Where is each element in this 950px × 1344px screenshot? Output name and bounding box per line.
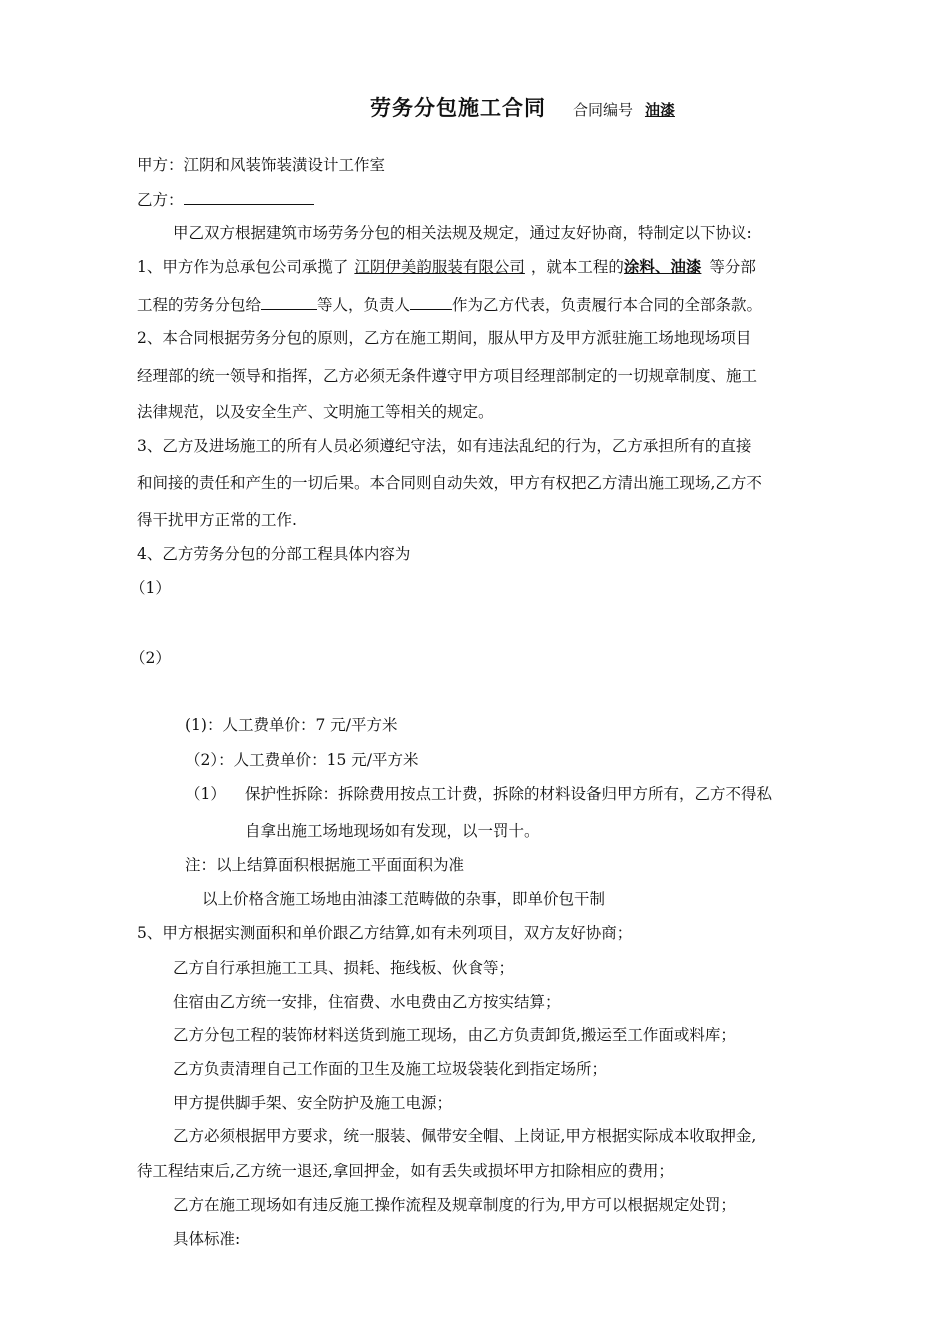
clause-4-title: 4、乙方劳务分包的分部工程具体内容为 bbox=[137, 545, 411, 563]
clause-5-item: 乙方自行承担施工工具、损耗、拖线板、伙食等； bbox=[173, 959, 515, 977]
clause-1-text-e: 等人，负责人 bbox=[317, 296, 411, 314]
clause-5-item: 住宿由乙方统一安排，住宿费、水电费由乙方按实结算； bbox=[173, 993, 561, 1011]
clause-1-line-2 bbox=[137, 294, 762, 315]
clause-1-line-1 bbox=[137, 257, 756, 277]
contract-number-value: 油漆 bbox=[644, 101, 675, 119]
party-a: 甲方：江阴和风装饰装潢设计工作室 bbox=[137, 156, 386, 174]
clause-5-item: 具体标准: bbox=[173, 1230, 241, 1248]
clause-3-line-1: 3、乙方及进场施工的所有人员必须遵纪守法，如有违法乱纪的行为，乙方承担所有的直接 bbox=[137, 437, 752, 455]
clause-1-text-d: 工程的劳务分包给 bbox=[137, 296, 262, 314]
contractor-company: 江阴伊美韵服装有限公司 bbox=[354, 258, 525, 276]
contract-number bbox=[573, 101, 675, 119]
clause-5-item: 甲方提供脚手架、安全防护及施工电源； bbox=[173, 1094, 453, 1112]
party-b bbox=[137, 189, 314, 210]
party-b-label: 乙方： bbox=[137, 191, 184, 209]
subcontractor-blank bbox=[261, 294, 317, 310]
contract-number-label: 合同编号 bbox=[572, 101, 633, 119]
clause-5-item: 乙方在施工现场如有违反施工操作流程及规章制度的行为,甲方可以根据规定处罚； bbox=[173, 1196, 736, 1214]
price-2: （2）：人工费单价：15 元/平方米 bbox=[185, 751, 419, 769]
intro-paragraph: 甲乙双方根据建筑市场劳务分包的相关法规及规定，通过友好协商，特制定以下协议: bbox=[173, 224, 752, 242]
demolition-number: （1） bbox=[185, 785, 226, 803]
price-1: (1)：人工费单价：7 元/平方米 bbox=[185, 716, 398, 734]
clause-5-item: 乙方负责清理自己工作面的卫生及施工垃圾袋装化到指定场所； bbox=[173, 1060, 608, 1078]
note-2: 以上价格含施工场地由油漆工范畴做的杂事，即单价包干制 bbox=[202, 890, 606, 908]
work-type: 涂料、油漆 bbox=[623, 257, 702, 276]
clause-2-line-1: 2、本合同根据劳务分包的原则，乙方在施工期间，服从甲方及甲方派驻施工场地现场项目 bbox=[137, 329, 752, 347]
clause-1-text-f: 作为乙方代表，负责履行本合同的全部条款。 bbox=[452, 296, 763, 314]
clause-5-item: 乙方必须根据甲方要求，统一服装、佩带安全帽、上岗证,甲方根据实际成本收取押金, bbox=[173, 1127, 757, 1145]
clause-1-text-a: 1、甲方作为总承包公司承揽了 bbox=[137, 258, 349, 276]
clause-4-item-1: （1） bbox=[130, 579, 171, 597]
clause-3-line-2: 和间接的责任和产生的一切后果。本合同则自动失效，甲方有权把乙方清出施工现场,乙方不 bbox=[137, 474, 762, 492]
demolition-line-2: 自拿出施工场地现场如有发现，以一罚十。 bbox=[245, 822, 540, 840]
page-title: 劳务分包施工合同 bbox=[370, 96, 546, 120]
clause-1-text-b: ，就本工程的 bbox=[530, 258, 624, 276]
clause-3-line-3: 得干扰甲方正常的工作. bbox=[137, 511, 297, 529]
party-b-blank bbox=[184, 189, 314, 205]
demolition-line-1: 保护性拆除：拆除费用按点工计费，拆除的材料设备归甲方所有，乙方不得私 bbox=[245, 785, 773, 803]
clause-5-item: 待工程结束后,乙方统一退还,拿回押金，如有丢失或损坏甲方扣除相应的费用； bbox=[137, 1162, 674, 1180]
clause-4-item-2: （2） bbox=[130, 649, 171, 667]
clause-1-text-c: 等分部 bbox=[709, 258, 756, 276]
note-1: 注：以上结算面积根据施工平面面积为准 bbox=[185, 856, 465, 874]
clause-2-line-2: 经理部的统一领导和指挥，乙方必须无条件遵守甲方项目经理部制定的一切规章制度、施工 bbox=[137, 367, 758, 385]
clause-5-item: 乙方分包工程的装饰材料送货到施工现场，由乙方负责卸货,搬运至工作面或料库； bbox=[173, 1026, 736, 1044]
title-row bbox=[370, 92, 675, 122]
clause-2-line-3: 法律规范，以及安全生产、文明施工等相关的规定。 bbox=[137, 403, 494, 421]
representative-blank bbox=[410, 294, 452, 310]
clause-5-title: 5、甲方根据实测面积和单价跟乙方结算,如有未列项目，双方友好协商； bbox=[137, 924, 633, 942]
